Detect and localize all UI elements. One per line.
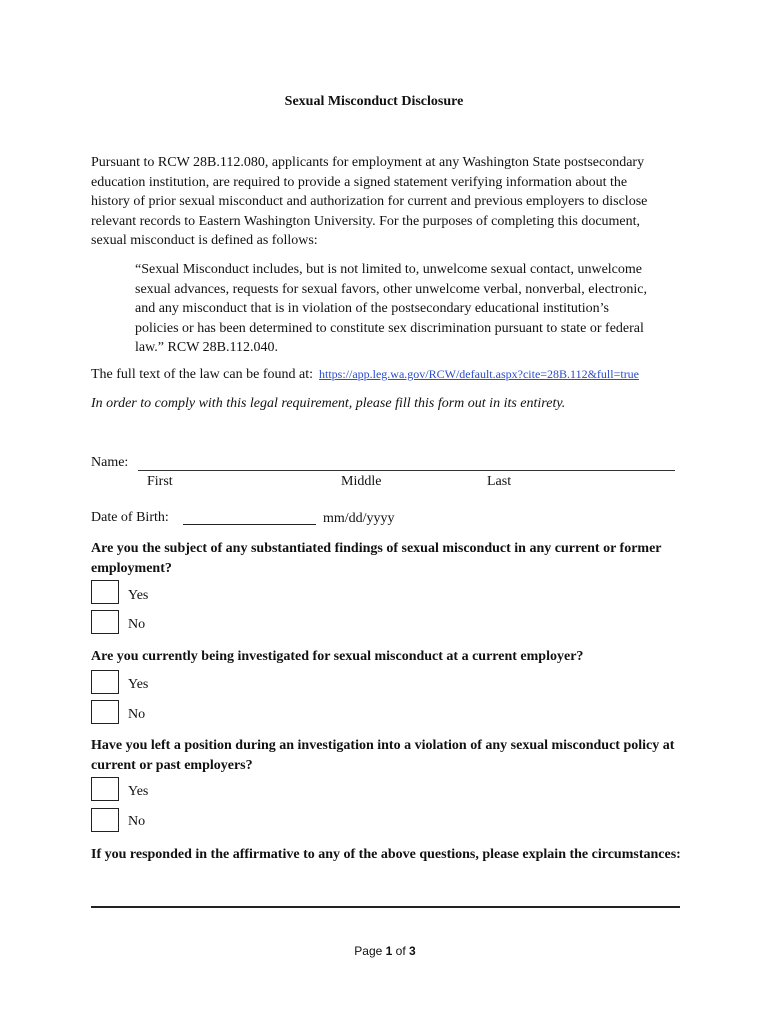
middle-name-caption: Middle bbox=[341, 474, 382, 489]
page-total: 3 bbox=[409, 944, 416, 958]
last-name-caption: Last bbox=[487, 474, 512, 489]
law-link[interactable]: https://app.leg.wa.gov/RCW/default.aspx?cite=28B.112&full=true bbox=[318, 367, 640, 381]
q1-yes-label: Yes bbox=[128, 588, 149, 603]
q2-no-checkbox[interactable] bbox=[91, 700, 119, 724]
q1-no-checkbox[interactable] bbox=[91, 610, 119, 634]
q2-no-label: No bbox=[128, 707, 146, 722]
first-name-caption: First bbox=[147, 474, 173, 489]
dob-format: mm/dd/yyyy bbox=[323, 511, 395, 526]
q1-no-label: No bbox=[128, 617, 146, 632]
definition-quote: “Sexual Misconduct includes, but is not limited to, unwelcome sexual contact, unwelcome sexual advances, requests for sexual favors, other unwelcome verbal, nonverbal, electronic, and any misconduct that is in violation of the postsecondary educational institution’s policies or has been determined to constitute sex discrimination pursuant to state or federal law.” RCW 28B.112.040. bbox=[135, 262, 647, 355]
page-prefix: Page bbox=[354, 944, 383, 958]
law-reference bbox=[91, 367, 639, 383]
q1-yes-checkbox[interactable] bbox=[91, 580, 119, 604]
q3-no-checkbox[interactable] bbox=[91, 808, 119, 832]
page-of: of bbox=[395, 944, 406, 958]
q2-yes-checkbox[interactable] bbox=[91, 670, 119, 694]
question-1: Are you the subject of any substantiated findings of sexual misconduct in any current or former employment? bbox=[91, 541, 662, 576]
q3-yes-label: Yes bbox=[128, 784, 149, 799]
name-field[interactable] bbox=[138, 470, 675, 471]
q3-yes-checkbox[interactable] bbox=[91, 777, 119, 801]
instruction-text: In order to comply with this legal requirement, please fill this form out in its entirety. bbox=[91, 396, 566, 411]
q3-no-label: No bbox=[128, 814, 146, 829]
dob-label: Date of Birth: bbox=[91, 510, 169, 525]
document-title: Sexual Misconduct Disclosure bbox=[284, 94, 464, 109]
question-2: Are you currently being investigated for sexual misconduct at a current employer? bbox=[91, 649, 584, 664]
question-3: Have you left a position during an investigation into a violation of any sexual misconduct policy at current or past employers? bbox=[91, 738, 675, 773]
q2-yes-label: Yes bbox=[128, 677, 149, 692]
dob-field[interactable] bbox=[183, 524, 316, 525]
intro-paragraph: Pursuant to RCW 28B.112.080, applicants for employment at any Washington State postsecondary education institution, are required to provide a signed statement verifying information about the history of prior sexual misconduct and authorization for current and previous employers to disclose relevant records to Eastern Washington University. For the purposes of completing this document, sexual misconduct is defined as follows: bbox=[91, 155, 648, 248]
law-text: The full text of the law can be found at: bbox=[91, 367, 313, 382]
explain-prompt: If you responded in the affirmative to any of the above questions, please explain the circumstances: bbox=[91, 847, 681, 862]
explanation-field[interactable] bbox=[91, 906, 680, 908]
page-current: 1 bbox=[385, 944, 393, 958]
page-number bbox=[0, 944, 770, 958]
name-label: Name: bbox=[91, 455, 129, 470]
